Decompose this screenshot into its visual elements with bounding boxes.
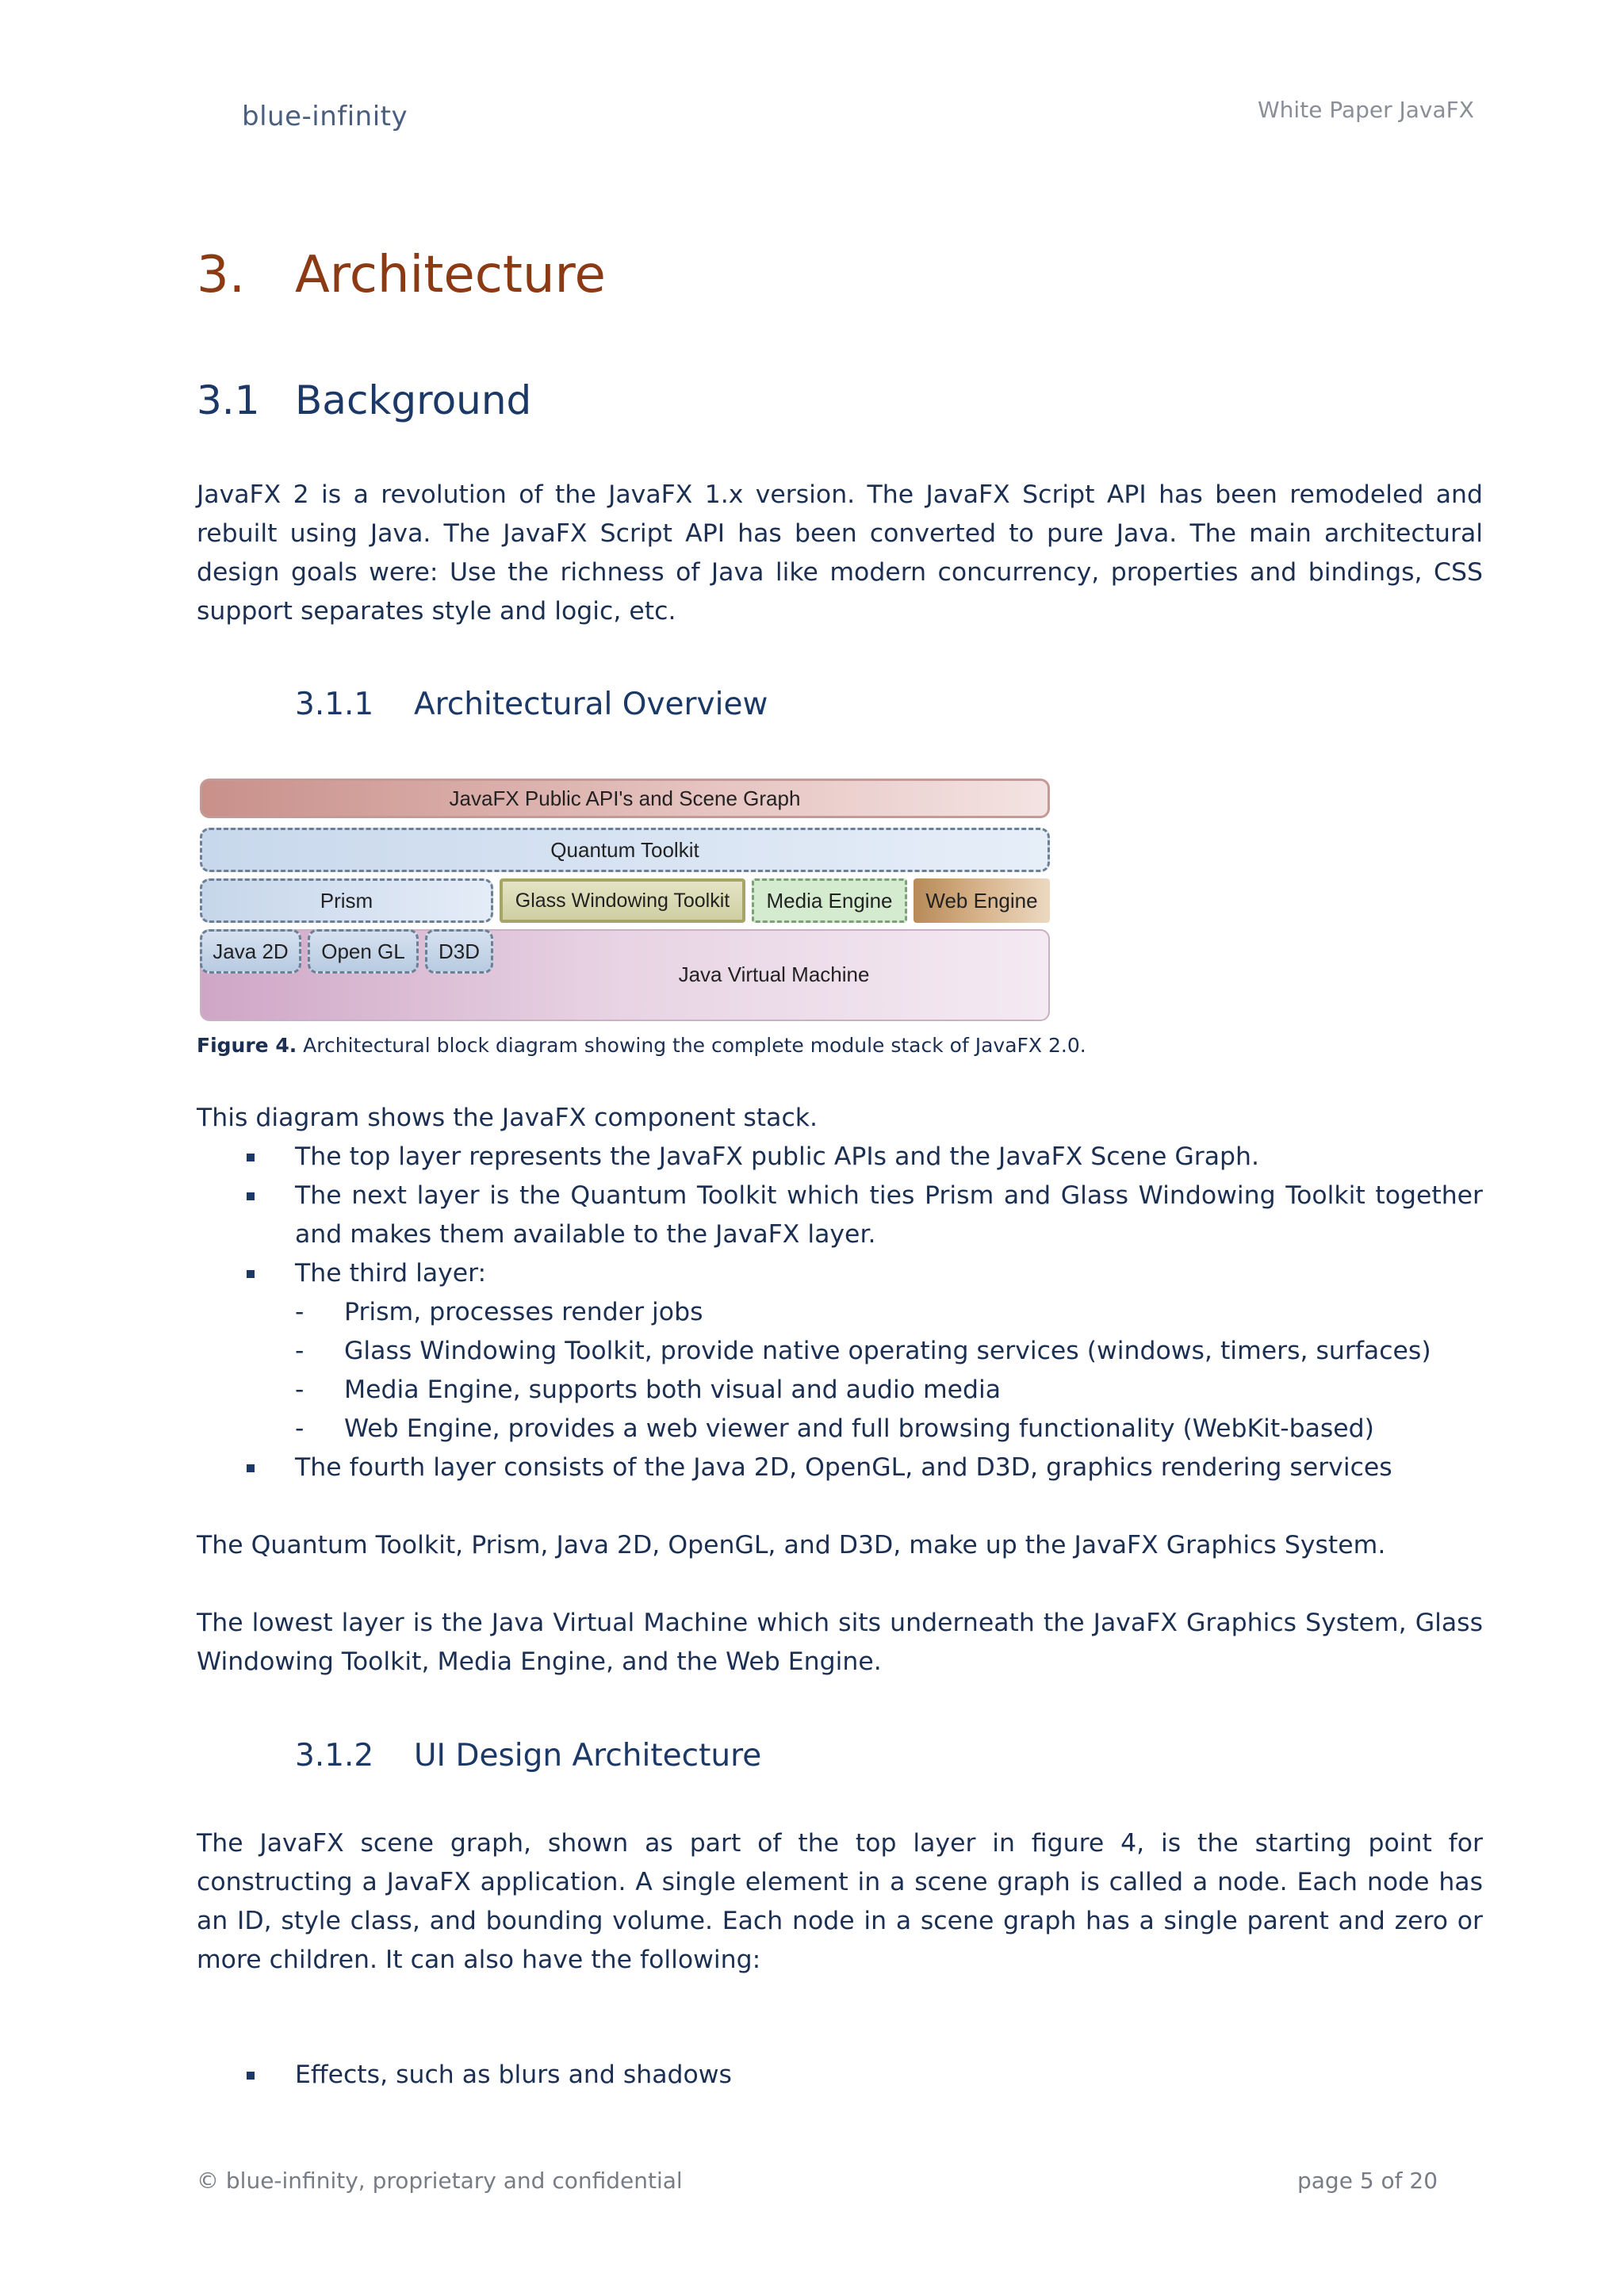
block-prism: Prism bbox=[200, 878, 493, 923]
dash-marker: - bbox=[295, 1337, 304, 1365]
block-java-virtual-machine: Java Virtual Machine bbox=[678, 962, 870, 986]
scene-graph-paragraph: The JavaFX scene graph, shown as part of the top layer in figure 4, is the starting point for constructing a JavaFX application. A single element in a scene graph is called a node. Each node has an ID, style class, and bounding volume. Each node in a scene graph has a single parent and zero or more children. It can also have the following: bbox=[197, 1829, 1483, 1974]
section-title: Architecture bbox=[295, 246, 606, 304]
bullet-marker bbox=[247, 1270, 255, 1278]
bullet-item: The fourth layer consists of the Java 2D, OpenGL, and D3D, graphics rendering services bbox=[295, 1453, 1392, 1482]
figure-caption-text: Architectural block diagram showing the complete module stack of JavaFX 2.0. bbox=[297, 1034, 1086, 1057]
subsubsection-number: 3.1.1 bbox=[295, 687, 374, 722]
subsubsection-number: 3.1.2 bbox=[295, 1738, 374, 1774]
block-d3d: D3D bbox=[425, 929, 493, 974]
effects-bullet: Effects, such as blurs and shadows bbox=[295, 2061, 732, 2089]
bullet-item: The third layer: bbox=[295, 1259, 487, 1288]
header-title: White Paper JavaFX bbox=[1258, 97, 1474, 123]
block-public-api: JavaFX Public API's and Scene Graph bbox=[200, 779, 1050, 818]
sub-bullet-item: Media Engine, supports both visual and audio media bbox=[344, 1376, 1002, 1404]
subsubsection-heading-ui-design bbox=[295, 1738, 761, 1774]
subsubsection-title: UI Design Architecture bbox=[414, 1738, 762, 1774]
bullet-marker bbox=[247, 1192, 255, 1200]
block-java2d: Java 2D bbox=[200, 929, 301, 974]
figure-caption bbox=[197, 1034, 1086, 1057]
bullet-marker bbox=[247, 2072, 255, 2080]
block-glass-windowing-toolkit: Glass Windowing Toolkit bbox=[500, 878, 745, 923]
sub-bullet-item: Prism, processes render jobs bbox=[344, 1298, 703, 1326]
block-web-engine: Web Engine bbox=[914, 878, 1050, 923]
footer-copyright: © blue-infinity, proprietary and confidential bbox=[197, 2168, 683, 2194]
block-media-engine: Media Engine bbox=[752, 878, 907, 923]
subsection-number: 3.1 bbox=[197, 377, 260, 423]
figure-caption-label: Figure 4. bbox=[197, 1034, 297, 1057]
graphics-paragraph: The Quantum Toolkit, Prism, Java 2D, OpenGL, and D3D, make up the JavaFX Graphics System. bbox=[197, 1531, 1386, 1559]
dash-marker: - bbox=[295, 1414, 304, 1443]
sub-bullet-item: Web Engine, provides a web viewer and full browsing functionality (WebKit-based) bbox=[344, 1414, 1374, 1443]
footer-page-number: page 5 of 20 bbox=[1297, 2168, 1438, 2194]
section-number: 3. bbox=[197, 246, 246, 304]
architecture-diagram bbox=[197, 775, 1055, 1026]
dash-marker: - bbox=[295, 1376, 304, 1404]
bullet-item: The top layer represents the JavaFX public APIs and the JavaFX Scene Graph. bbox=[295, 1142, 1259, 1171]
bullet-marker bbox=[247, 1154, 255, 1161]
subsection-title: Background bbox=[295, 377, 532, 423]
bullet-item: The next layer is the Quantum Toolkit which ties Prism and Glass Windowing Toolkit together and makes them available to the JavaFX layer. bbox=[295, 1181, 1483, 1249]
intro-paragraph: JavaFX 2 is a revolution of the JavaFX 1.x version. The JavaFX Script API has been remodeled and rebuilt using Java. The JavaFX Script API has been converted to pure Java. The main architectural design goals were: Use the richness of Java like modern concurrency, properties and bindings, CSS support separates style and logic, etc. bbox=[197, 480, 1483, 626]
header-logo: blue-infinity bbox=[242, 101, 408, 132]
dash-marker: - bbox=[295, 1298, 304, 1326]
subsection-heading bbox=[197, 377, 531, 423]
subsubsection-heading-overview bbox=[295, 687, 768, 722]
stack-intro: This diagram shows the JavaFX component stack. bbox=[197, 1104, 818, 1132]
block-quantum-toolkit: Quantum Toolkit bbox=[200, 828, 1050, 872]
lowest-layer-paragraph: The lowest layer is the Java Virtual Machine which sits underneath the JavaFX Graphics System, Glass Windowing Toolkit, Media Engine, and the Web Engine. bbox=[197, 1609, 1483, 1676]
bullet-marker bbox=[247, 1464, 255, 1472]
block-opengl: Open GL bbox=[308, 929, 419, 974]
section-heading bbox=[197, 246, 606, 304]
sub-bullet-item: Glass Windowing Toolkit, provide native operating services (windows, timers, surfaces) bbox=[344, 1337, 1431, 1365]
subsubsection-title: Architectural Overview bbox=[414, 687, 768, 722]
